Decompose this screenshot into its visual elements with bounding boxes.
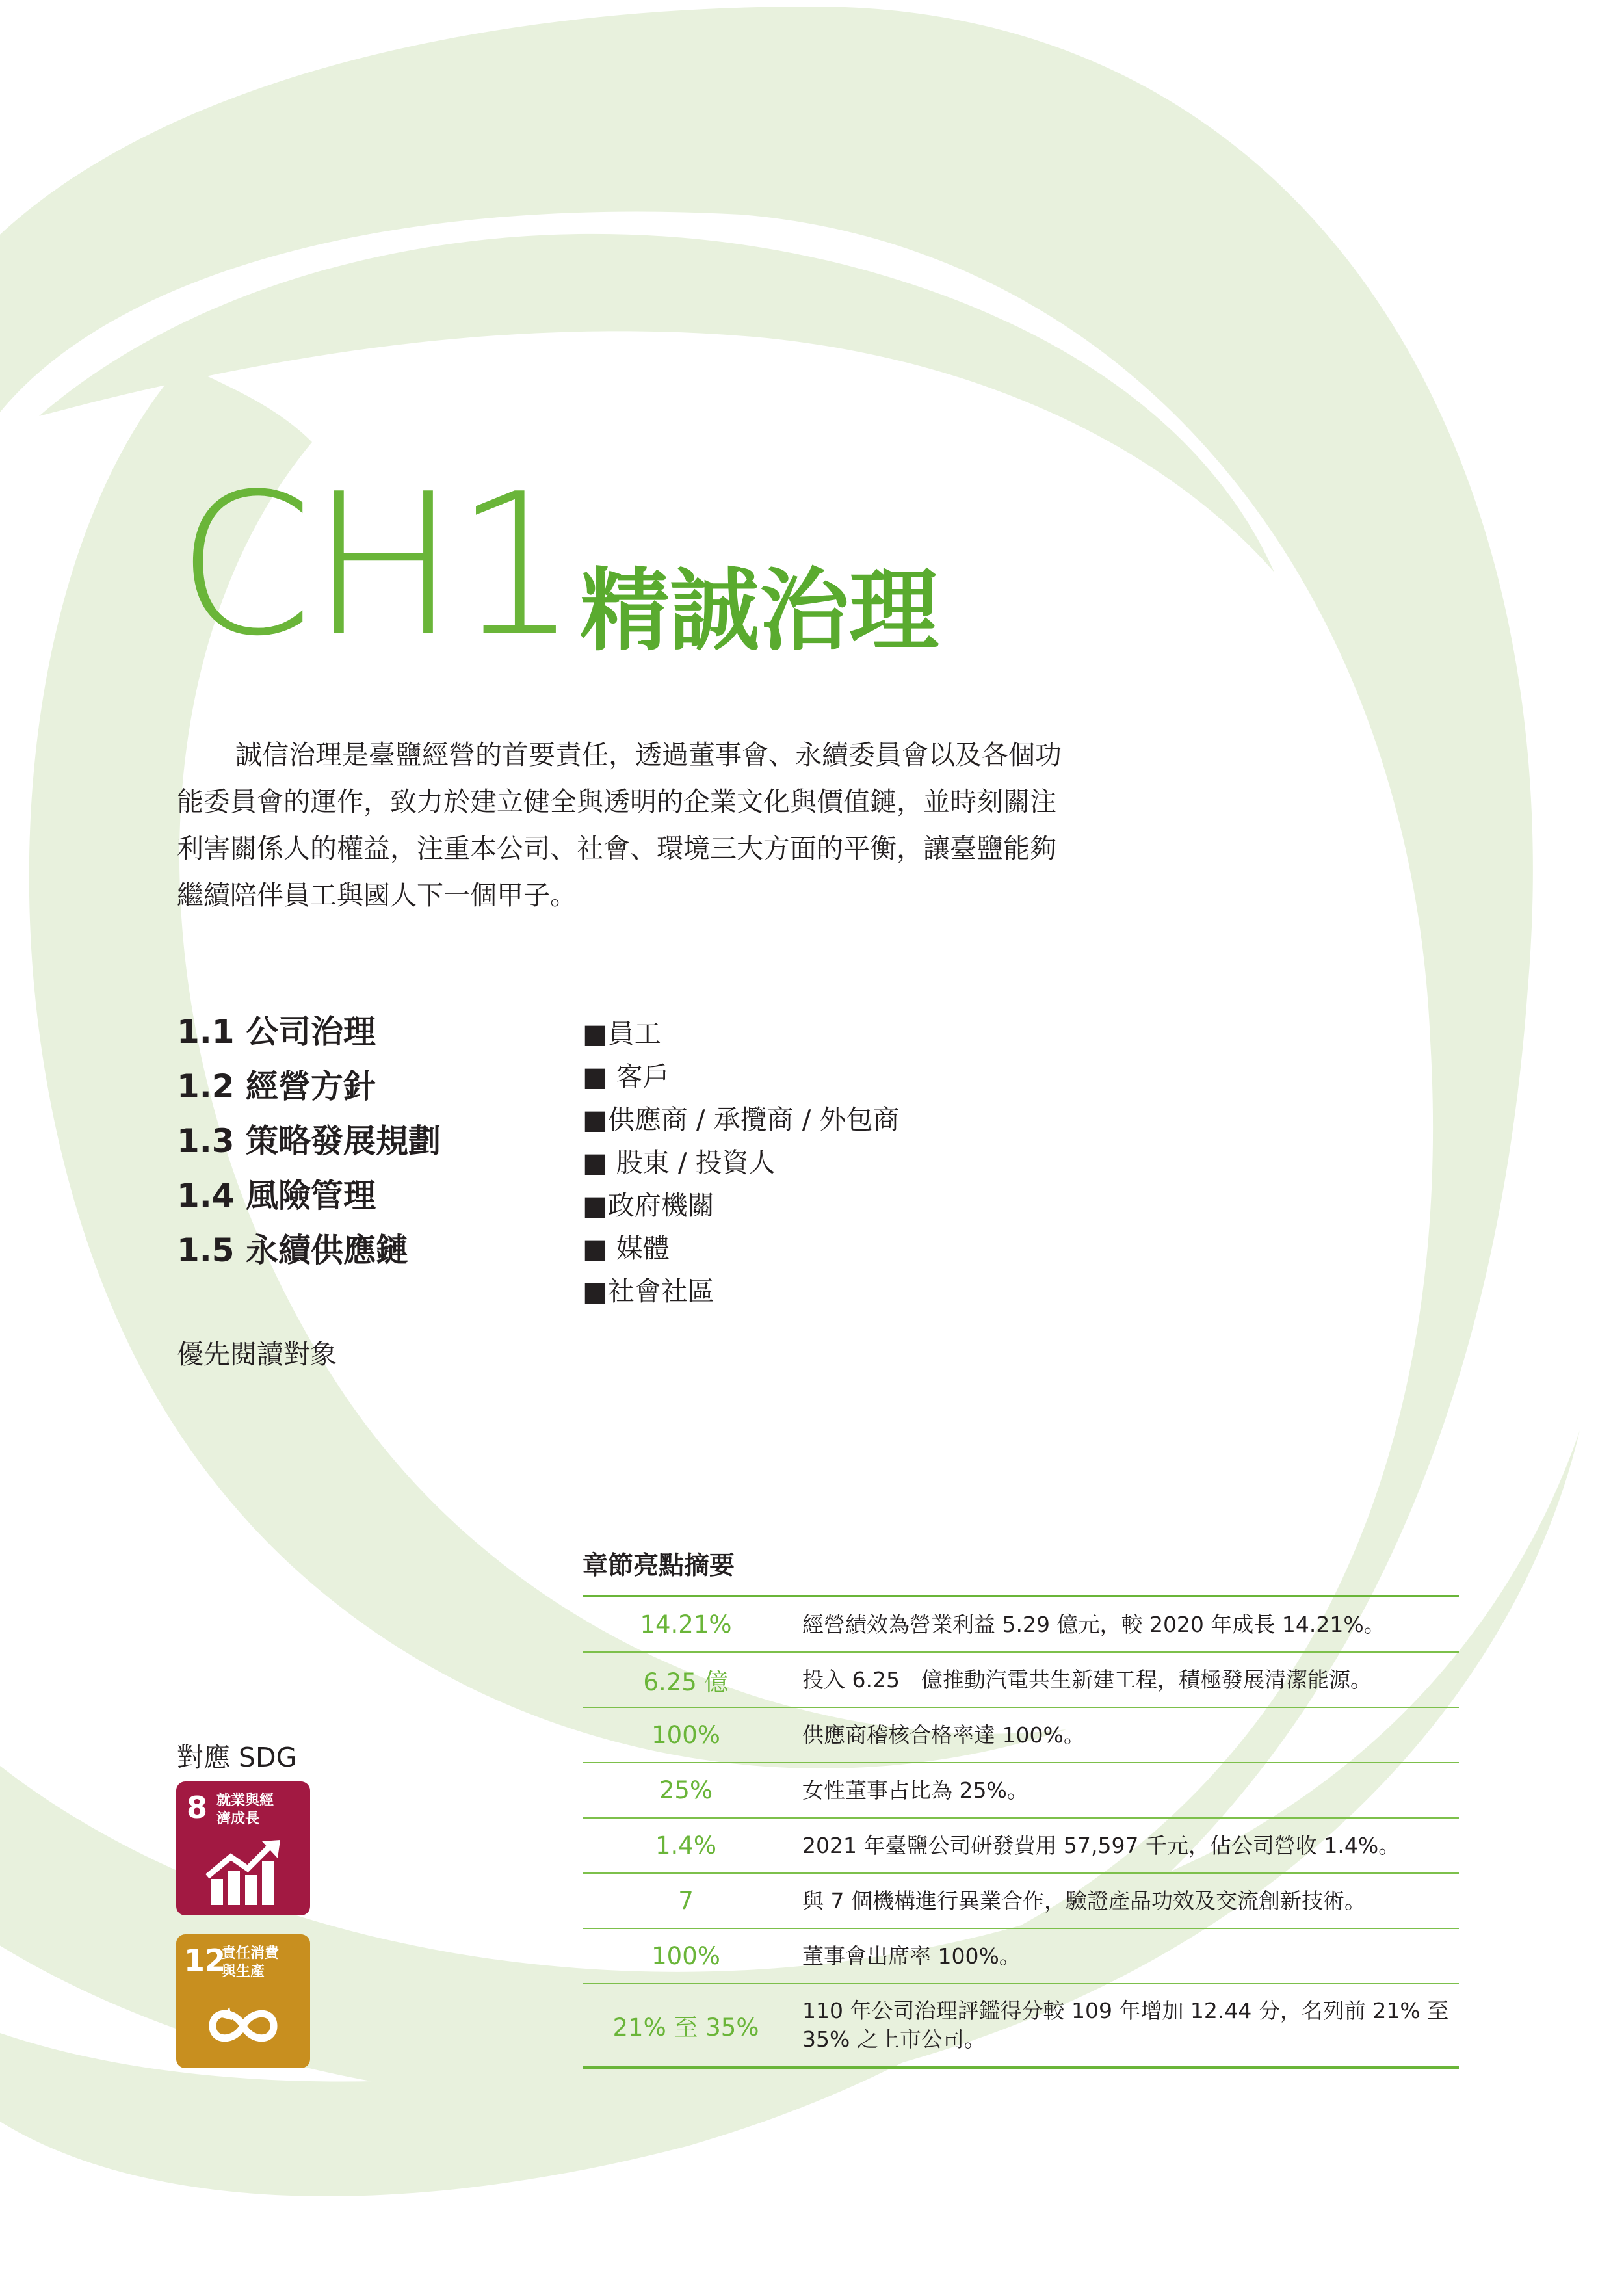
table-row — [583, 1763, 1459, 1818]
highlight-value: 100% — [583, 1707, 789, 1763]
table-row — [583, 1928, 1459, 1984]
highlight-value: 6.25 億 — [583, 1652, 789, 1707]
chapter-intro — [177, 731, 1074, 919]
highlight-value: 21% 至 35% — [583, 1984, 789, 2068]
stakeholder-item: ■供應商 / 承攬商 / 外包商 — [583, 1104, 900, 1135]
highlight-value: 25% — [583, 1763, 789, 1818]
highlight-value: 100% — [583, 1928, 789, 1984]
highlight-description: 2021 年臺鹽公司研發費用 57,597 千元，佔公司營收 1.4%。 — [789, 1818, 1459, 1873]
infinity-icon — [202, 1991, 284, 2060]
sdg-name: 責任消費與生產 — [222, 1945, 280, 1980]
sdg-number: 12 — [184, 1943, 226, 1978]
stakeholder-list — [583, 1012, 900, 1313]
table-row — [583, 1984, 1459, 2068]
sdg-name: 就業與經濟成長 — [216, 1793, 274, 1827]
section-item[interactable]: 1.4 風險管理 — [177, 1177, 376, 1215]
section-list — [177, 1005, 441, 1278]
section-item[interactable]: 1.5 永續供應鏈 — [177, 1231, 408, 1269]
highlight-value: 7 — [583, 1873, 789, 1928]
table-row — [583, 1596, 1459, 1652]
stakeholder-item: ■員工 — [583, 1018, 661, 1049]
stakeholder-item: ■ 客戶 — [583, 1061, 670, 1092]
section-item[interactable]: 1.2 經營方針 — [177, 1068, 376, 1105]
table-row — [583, 1707, 1459, 1763]
sdg-8-tile[interactable] — [176, 1781, 310, 1915]
stakeholder-item: ■政府機關 — [583, 1190, 714, 1221]
highlight-description: 與 7 個機構進行異業合作，驗證產品功效及交流創新技術。 — [789, 1873, 1459, 1928]
chapter-code: CH1 — [177, 452, 576, 679]
sdg-12-tile[interactable] — [176, 1934, 310, 2068]
highlight-description: 經營績效為營業利益 5.29 億元，較 2020 年成長 14.21%。 — [789, 1596, 1459, 1652]
section-item[interactable]: 1.1 公司治理 — [177, 1013, 376, 1051]
intro-paragraph: 誠信治理是臺鹽經營的首要責任，透過董事會、永續委員會以及各個功能委員會的運作，致力於建立健全與透明的企業文化與價值鏈，並時刻關注利害關係人的權益，注重本公司、社會、環境三大方面的平衡，讓臺鹽能夠繼續陪伴員工與國人下一個甲子。 — [177, 739, 1062, 911]
table-row — [583, 1873, 1459, 1928]
table-row — [583, 1818, 1459, 1873]
table-row — [583, 1652, 1459, 1707]
sdg-label: 對應 SDG — [177, 1742, 297, 1773]
highlight-description: 女性董事占比為 25%。 — [789, 1763, 1459, 1818]
highlight-description: 110 年公司治理評鑑得分較 109 年增加 12.44 分，名列前 21% 至 35% 之上市公司。 — [789, 1984, 1459, 2068]
sdg-number: 8 — [187, 1790, 208, 1825]
highlight-value: 1.4% — [583, 1818, 789, 1873]
highlights-table — [583, 1595, 1459, 2069]
highlight-description: 董事會出席率 100%。 — [789, 1928, 1459, 1984]
priority-readers-label: 優先閱讀對象 — [177, 1339, 337, 1370]
highlight-description: 供應商稽核合格率達 100%。 — [789, 1707, 1459, 1763]
chapter-title: 精誠治理 — [580, 558, 939, 663]
highlight-value: 14.21% — [583, 1596, 789, 1652]
stakeholder-item: ■ 媒體 — [583, 1233, 670, 1264]
stakeholder-item: ■ 股東 / 投資人 — [583, 1147, 776, 1178]
growth-chart-icon — [202, 1839, 284, 1908]
highlight-description: 投入 6.25 億推動汽電共生新建工程，積極發展清潔能源。 — [789, 1652, 1459, 1707]
stakeholder-item: ■社會社區 — [583, 1276, 714, 1307]
section-item[interactable]: 1.3 策略發展規劃 — [177, 1122, 441, 1160]
summary-title: 章節亮點摘要 — [583, 1551, 735, 1581]
